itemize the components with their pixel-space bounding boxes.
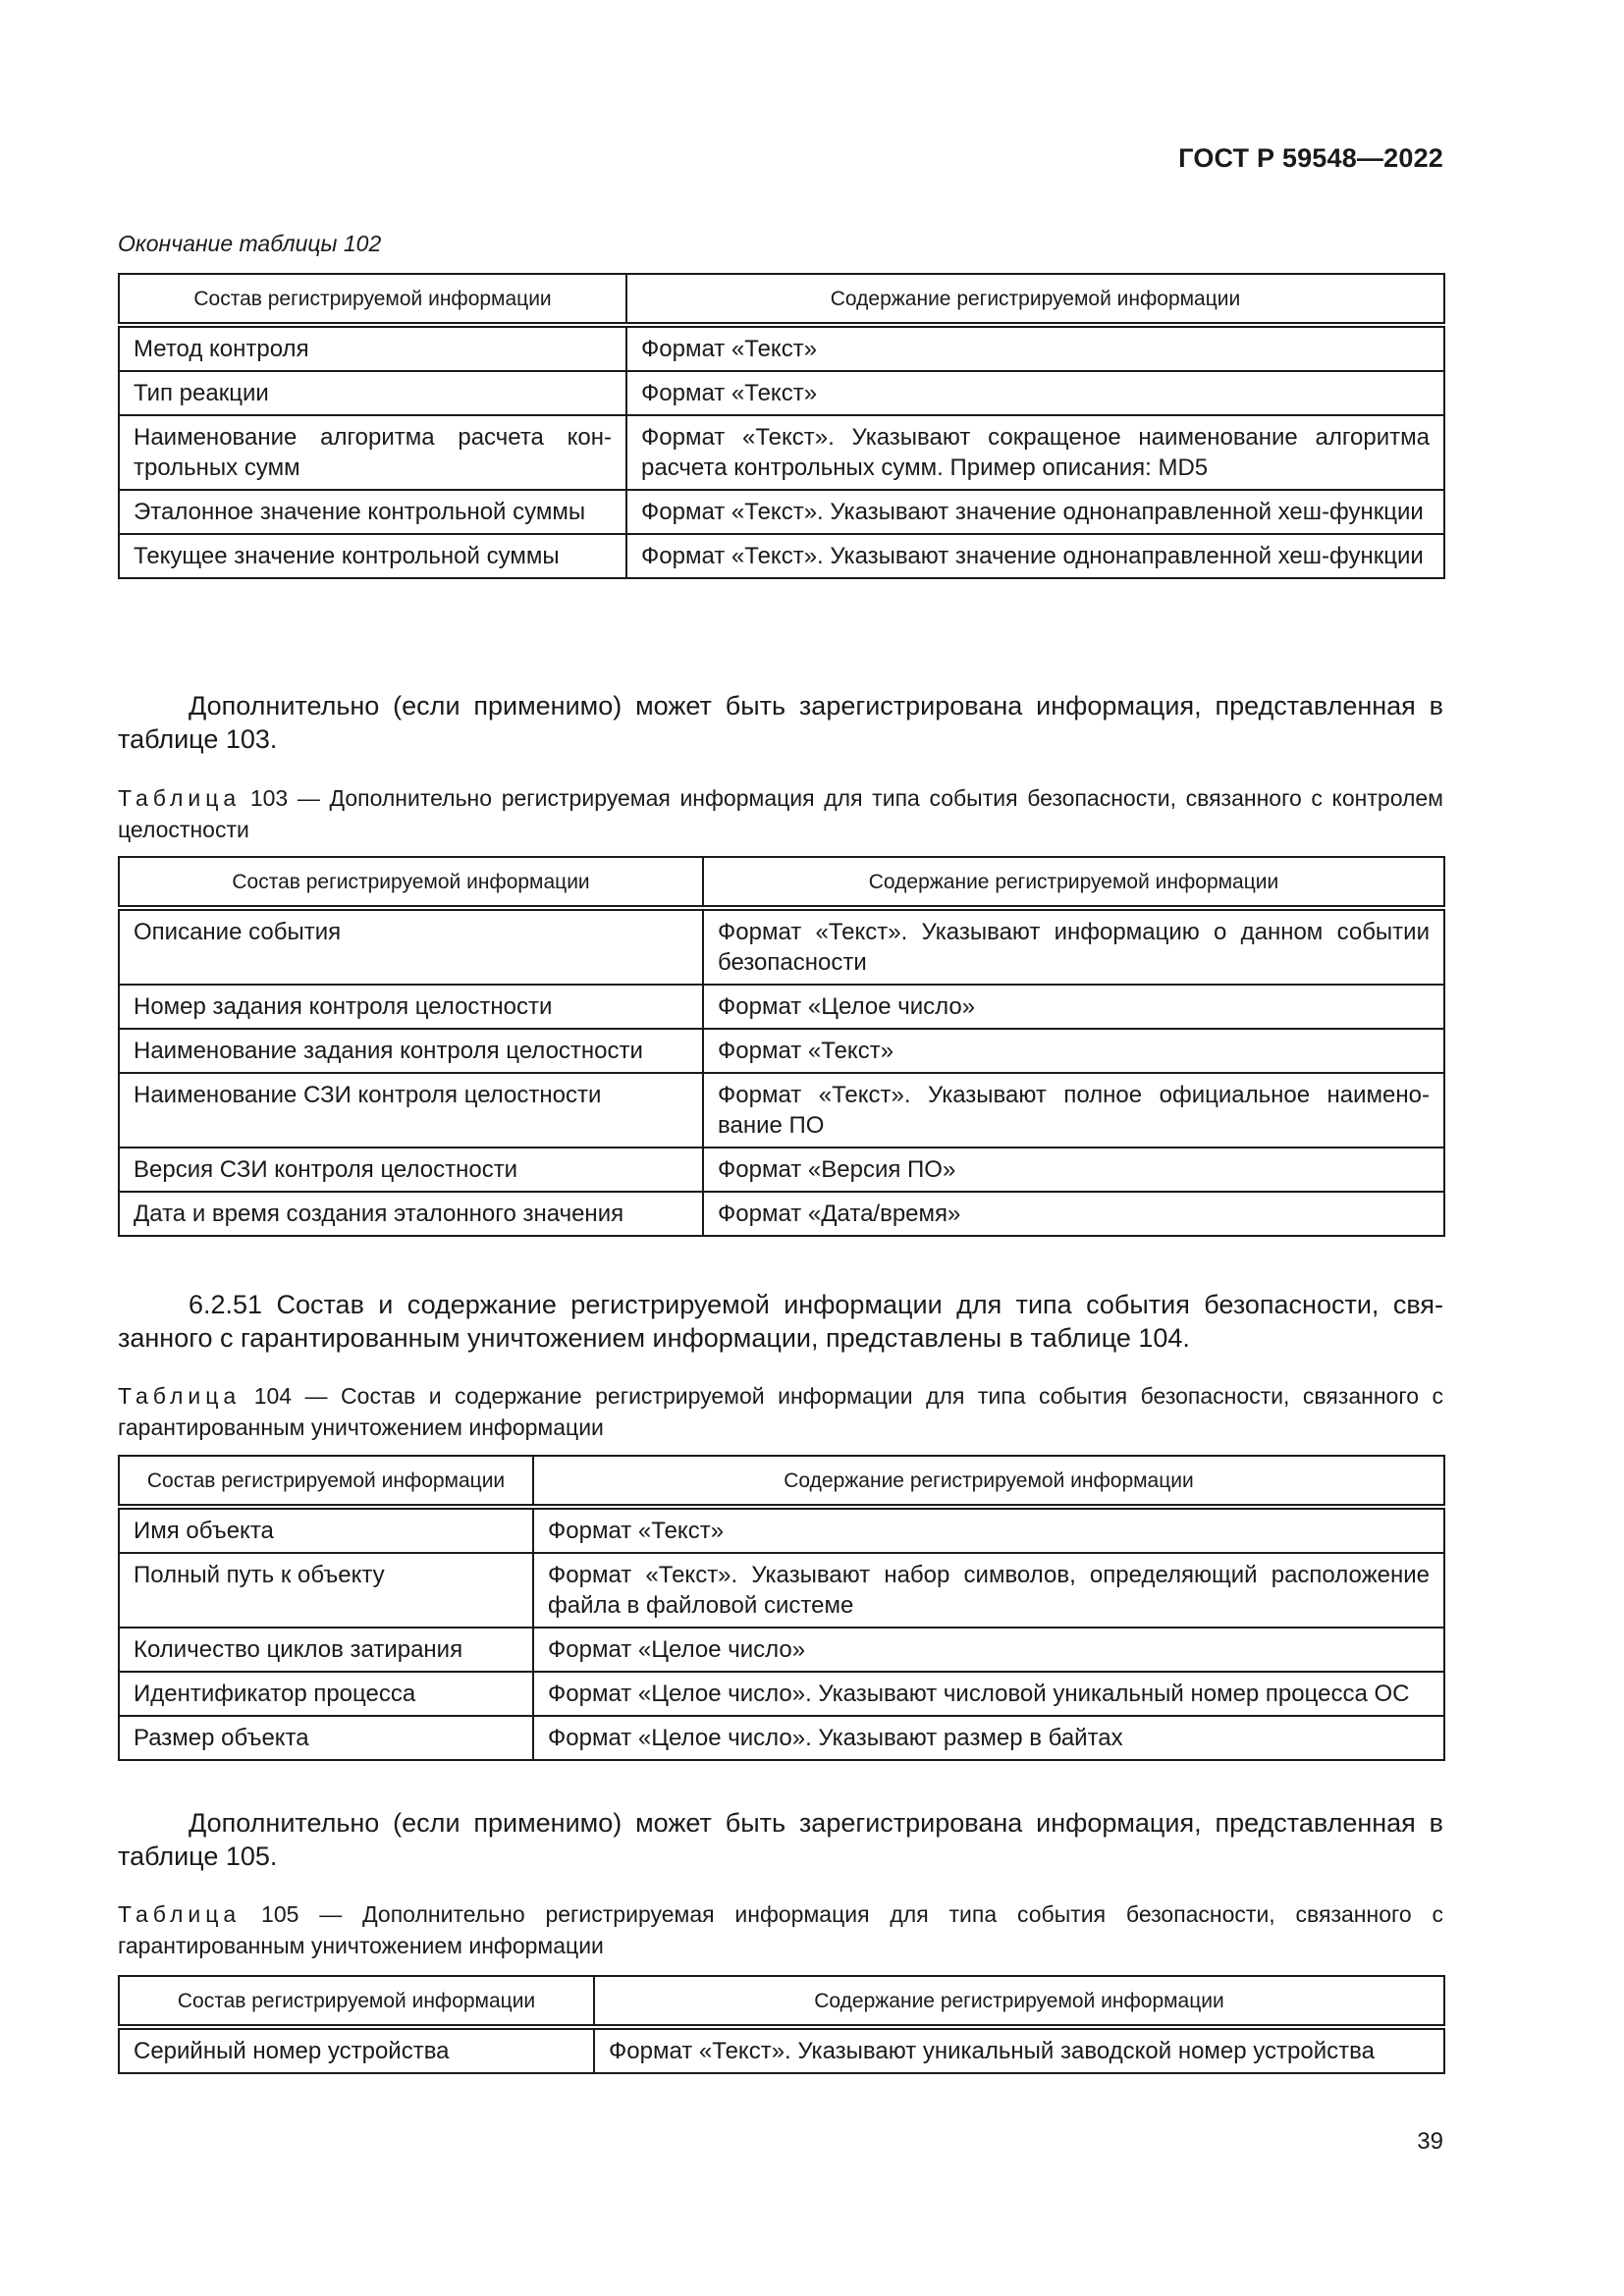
paragraph-text: Дополнительно (если применимо) может быть зарегистрирована информация, представленная в таблице 105. (118, 1808, 1443, 1871)
table-cell: Дата и время создания эталонного значения (119, 1192, 703, 1236)
table-label: Таблица (118, 1901, 242, 1927)
paragraph-text: 6.2.51 Состав и содержание регистрируемой информации для типа события безопасности, свя-занного с гарантированным уничтожением информации, представлены в таблице 104. (118, 1290, 1443, 1353)
table-cell: Текущее значение контрольной суммы (119, 534, 626, 578)
column-header-content: Содержание регистрируемой информации (533, 1456, 1444, 1507)
table-cell: Формат «Текст». Указывают набор символов, определяющий расположение файла в файловой системе (533, 1553, 1444, 1628)
table-cell: Формат «Целое число». Указывают числовой уникальный номер процесса ОС (533, 1672, 1444, 1716)
column-header-composition: Состав регистрируемой информации (119, 857, 703, 908)
table-cell: Формат «Текст» (533, 1507, 1444, 1553)
table-cell: Формат «Текст» (703, 1029, 1444, 1073)
column-header-composition: Состав регистрируемой информации (119, 1456, 533, 1507)
table-cell: Полный путь к объекту (119, 1553, 533, 1628)
table-cell: Формат «Целое число» (533, 1628, 1444, 1672)
table-cell: Формат «Текст». Указывают значение однонаправленной хеш-функции (626, 534, 1444, 578)
document-code-header: ГОСТ Р 59548—2022 (1178, 143, 1443, 173)
table-header-row (119, 1456, 1444, 1507)
table-cell: Формат «Текст». Указывают значение однонаправленной хеш-функции (626, 490, 1444, 534)
table-cell: Наименование СЗИ контроля целостности (119, 1073, 703, 1148)
table-row (119, 1073, 1444, 1148)
table-row (119, 1628, 1444, 1672)
table-cell: Описание события (119, 908, 703, 985)
table-caption-text: 103 — Дополнительно регистрируемая информация для типа события безопасности, связанного с контролем целостности (118, 785, 1443, 842)
table-cell: Метод контроля (119, 325, 626, 371)
table-cell: Формат «Целое число». Указывают размер в байтах (533, 1716, 1444, 1760)
table-cell: Формат «Текст». Указывают информацию о данном событии безопасности (703, 908, 1444, 985)
paragraph-1 (118, 689, 1443, 756)
column-header-composition: Состав регистрируемой информации (119, 1976, 594, 2027)
table-cell: Формат «Текст» (626, 371, 1444, 415)
table-row (119, 1192, 1444, 1236)
table-cell: Размер объекта (119, 1716, 533, 1760)
table-cell: Формат «Целое число» (703, 985, 1444, 1029)
table-row (119, 534, 1444, 578)
table-row (119, 1553, 1444, 1628)
table-cell: Идентификатор процесса (119, 1672, 533, 1716)
table-row (119, 1029, 1444, 1073)
page-number: 39 (1417, 2128, 1443, 2155)
table-cell: Формат «Версия ПО» (703, 1148, 1444, 1192)
paragraph-2 (118, 1288, 1443, 1355)
table-header-row (119, 857, 1444, 908)
table-row (119, 1507, 1444, 1553)
table-cell: Номер задания контроля целостности (119, 985, 703, 1029)
table-row (119, 490, 1444, 534)
paragraph-text: Дополнительно (если применимо) может быть зарегистрирована информация, представленная в таблице 103. (118, 691, 1443, 754)
table-104-wrapper (118, 1455, 1443, 1761)
table-row (119, 1148, 1444, 1192)
table-header-row (119, 1976, 1444, 2027)
table-105 (118, 1975, 1445, 2074)
table-header-row (119, 274, 1444, 325)
table-cell: Наименование задания контроля целостности (119, 1029, 703, 1073)
table-cell: Имя объекта (119, 1507, 533, 1553)
table-cell: Формат «Текст» (626, 325, 1444, 371)
table-cell: Тип реакции (119, 371, 626, 415)
table-cell: Серийный номер устройства (119, 2027, 594, 2073)
table-cell: Эталонное значение контрольной суммы (119, 490, 626, 534)
column-header-content: Содержание регистрируемой информации (594, 1976, 1444, 2027)
table-105-caption-block (118, 1898, 1443, 1961)
table-row (119, 985, 1444, 1029)
table-104 (118, 1455, 1445, 1761)
table-row (119, 1716, 1444, 1760)
paragraph-3 (118, 1806, 1443, 1873)
table-cell: Формат «Текст». Указывают полное официальное наимено-вание ПО (703, 1073, 1444, 1148)
table-103 (118, 856, 1445, 1237)
table-row (119, 1672, 1444, 1716)
table-102-block (118, 228, 1443, 259)
table-row (119, 2027, 1444, 2073)
column-header-content: Содержание регистрируемой информации (626, 274, 1444, 325)
table-cell: Версия СЗИ контроля целостности (119, 1148, 703, 1192)
column-header-composition: Состав регистрируемой информации (119, 274, 626, 325)
table-cell: Количество циклов затирания (119, 1628, 533, 1672)
table-row (119, 325, 1444, 371)
table-label: Таблица (118, 1383, 242, 1409)
table-104-caption (118, 1380, 1443, 1443)
table-103-caption-block (118, 782, 1443, 845)
table-cell: Формат «Текст». Указывают уникальный заводской номер устройства (594, 2027, 1444, 2073)
table-cell: Наименование алгоритма расчета кон-трольных сумм (119, 415, 626, 490)
table-row (119, 371, 1444, 415)
table-caption-text: 104 — Состав и содержание регистрируемой информации для типа события безопасности, связанного с гарантированным уничтожением информации (118, 1383, 1444, 1440)
column-header-content: Содержание регистрируемой информации (703, 857, 1444, 908)
table-caption-text: 105 — Дополнительно регистрируемая информация для типа события безопасности, связанного с гарантированным уничтожением информации (118, 1901, 1443, 1958)
table-cell: Формат «Дата/время» (703, 1192, 1444, 1236)
table-102-wrapper (118, 273, 1443, 579)
table-row (119, 415, 1444, 490)
table-cell: Формат «Текст». Указывают сокращеное наименование алгоритма расчета контрольных сумм. Пример описания: MD5 (626, 415, 1444, 490)
table-label: Таблица (118, 785, 242, 811)
table-105-wrapper (118, 1975, 1443, 2074)
table-102-caption: Окончание таблицы 102 (118, 231, 382, 256)
table-103-caption (118, 782, 1443, 845)
table-105-caption (118, 1898, 1443, 1961)
table-104-caption-block (118, 1380, 1443, 1443)
table-103-wrapper (118, 856, 1443, 1237)
table-row (119, 908, 1444, 985)
table-102 (118, 273, 1445, 579)
